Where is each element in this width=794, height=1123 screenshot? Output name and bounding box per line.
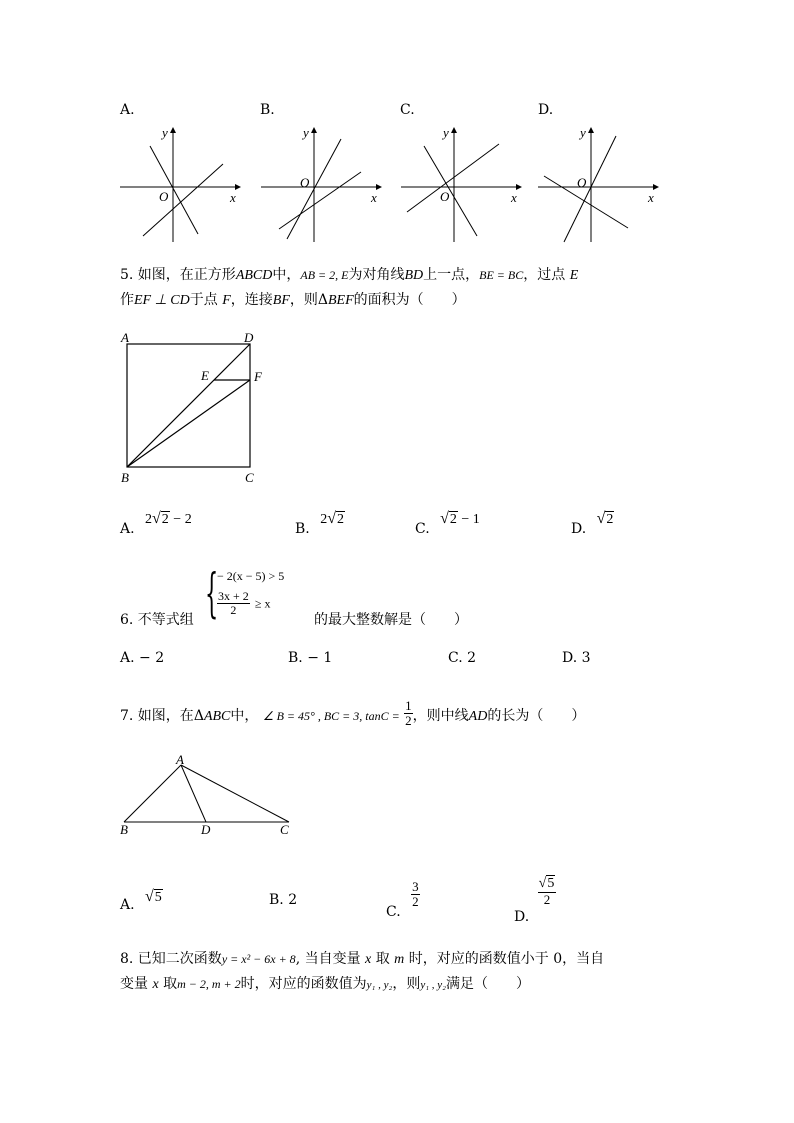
q4-option-d-label: D. [538,102,554,118]
q4-b-origin-label: O [300,175,310,190]
q6-option-c: C. 2 [448,650,477,666]
q4-graph-c [399,124,519,244]
q4-c-origin-label: O [440,189,450,204]
q4-a-x-label: x [230,190,236,205]
q5-square-figure [118,328,268,488]
q8-line2: 变量 x 取m − 2, m + 2时，对应的函数值为y₁ , y₂，则y₁ , y₂满足（ ） [120,976,530,992]
q6-text-a: 6. 不等式组 [120,612,194,628]
q7-option-d: D. $\frac{√5}{2}$ [514,876,555,926]
q7-question: 7. 如图，在ΔABC中， ∠ B = 45° , BC = 3, tanC = $\frac{1}{2}$ ，则中线AD的长为（ ） [120,698,586,728]
q7-option-b: B. 2 [269,892,298,908]
q4-option-c-label: C. [400,102,415,118]
q7-option-c: C. $\frac{3}{2}$ [386,879,419,921]
q5-label-d: D [244,330,254,345]
q6-text-b: 的最大整数解是（ ） [314,612,468,628]
q4-a-origin-label: O [159,189,169,204]
q5-line2: 作EF ⊥ CD于点 F，连接BF，则ΔBEF的面积为（ ） [120,292,466,308]
q7-label-a: A [176,752,184,767]
q6-ineq2: $\frac{3x + 2}{2}$ ≥ x [218,589,271,617]
q4-d-x-label: x [648,190,654,205]
q5-option-b: B. 2√2 [295,510,344,537]
q7-label-d: D [201,822,211,837]
q4-d-origin-label: O [577,175,587,190]
q5-option-d: D. √2 [571,510,614,537]
q5-option-c: C. √2 − 1 [415,510,480,537]
q6-system [205,564,305,624]
q7-label-c: C [280,822,289,837]
q4-c-y-label: y [443,125,449,140]
q6-brace: { [205,564,219,624]
q4-option-a-label: A. [120,102,135,118]
q5-line1: 5. 如图，在正方形ABCD中，AB = 2, E为对角线BD上一点，BE = BC，过点 E [120,267,579,283]
q4-graph-a [118,124,238,244]
q4-b-x-label: x [371,190,377,205]
q4-graph-b [259,124,379,244]
q7-triangle-figure [118,752,298,842]
q4-c-x-label: x [511,190,517,205]
q4-d-y-label: y [580,125,586,140]
q5-option-a: A. 2√2 − 2 [120,510,192,537]
q4-b-y-label: y [303,125,309,140]
q6-option-d: D. 3 [562,650,591,666]
q5-label-a: A [121,330,129,345]
q4-a-y-label: y [162,125,168,140]
q5-label-f: F [254,369,262,384]
q5-label-c: C [245,470,254,485]
q4-graph-d [536,124,656,244]
q7-option-a: A. √5 [120,888,162,913]
q5-label-e: E [201,368,209,383]
q7-label-b: B [120,822,128,837]
q6-ineq1: − 2(x − 5) > 5 [217,569,285,583]
q5-label-b: B [121,470,129,485]
q6-option-b: B. − 1 [288,650,333,666]
q4-option-b-label: B. [260,102,275,118]
q8-line1: 8. 已知二次函数y = x² − 6x + 8, 当自变量 x 取 m 时，对应的函数值小于 0，当自 [120,951,605,967]
q6-option-a: A. − 2 [120,650,165,666]
